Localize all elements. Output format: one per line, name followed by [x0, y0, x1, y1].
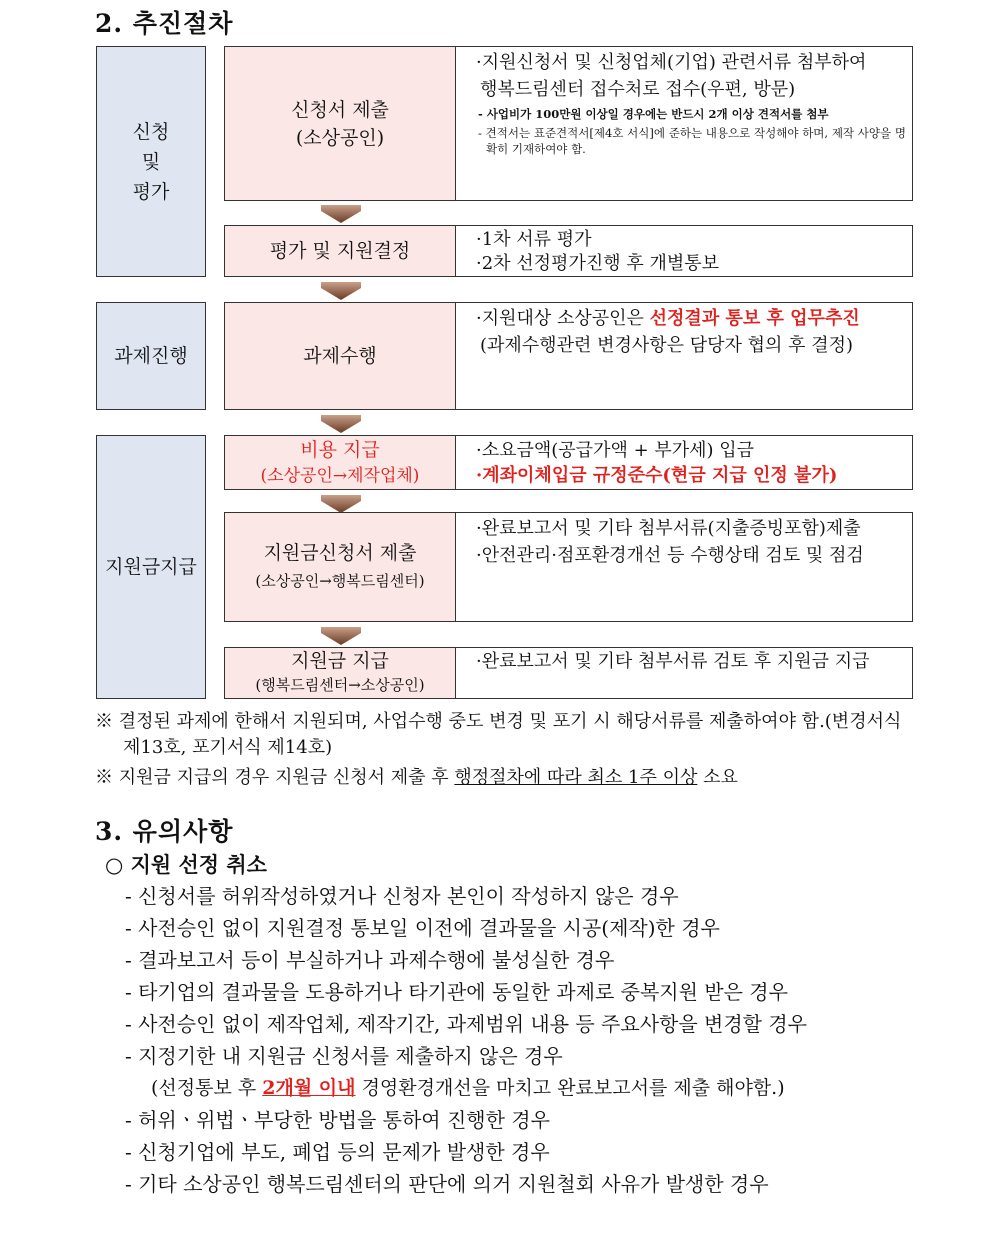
list-item: - 타기업의 결과물을 도용하거나 타기관에 동일한 과제로 중복지원 받은 경우 — [125, 980, 788, 1004]
desc-grant-request — [455, 512, 913, 622]
list-item: - 사전승인 없이 제작업체, 제작기간, 과제범위 내용 등 주요사항을 변경할 경우 — [125, 1012, 807, 1036]
desc-text: ·지원대상 소상공인은 — [476, 308, 650, 329]
desc-highlight: 선정결과 통보 후 업무추진 — [649, 308, 860, 329]
down-arrow-icon — [321, 415, 361, 433]
down-arrow-icon — [321, 627, 361, 645]
step-task-execution — [224, 302, 456, 410]
step-sub: (소상공인→제작업체) — [260, 465, 420, 486]
note-2 — [95, 765, 915, 791]
step-grant-payment — [224, 647, 456, 699]
desc-application — [455, 46, 913, 201]
desc-line: ·2차 선정평가진행 후 개별통보 — [476, 253, 719, 274]
desc-line: 행복드림센터 접수처로 접수(우편, 방문) — [480, 79, 796, 100]
desc-task-execution — [455, 302, 913, 410]
step-sub: (소상공인) — [295, 126, 385, 149]
step-title: 신청서 제출 — [291, 98, 389, 121]
desc-note: - 견적서는 표준견적서[제4호 서식]에 준하는 내용으로 작성해야 하며, 제작 사양을 명확히 기재하여야 함. — [478, 126, 906, 156]
desc-cost-payment — [455, 435, 913, 490]
desc-grant-payment — [455, 647, 913, 699]
list-item: - 신청서를 허위작성하였거나 신청자 본인이 작성하지 않은 경우 — [125, 884, 679, 908]
desc-line: ·완료보고서 및 기타 첨부서류 검토 후 지원금 지급 — [476, 651, 870, 672]
note-1: ※ 결정된 과제에 한해서 지원되며, 사업수행 중도 변경 및 포기 시 해당서류를 제출하여야 함.(변경서식 제13호, 포기서식 제14호) — [95, 711, 902, 758]
section-3-title: 3. 유의사항 — [95, 817, 234, 846]
list-item: - 기타 소상공인 행복드림센터의 판단에 의거 지원철회 사유가 발생한 경우 — [125, 1172, 769, 1196]
section-2-title: 2. 추진절차 — [95, 9, 234, 38]
step-application-submit — [224, 46, 456, 201]
step-title: 지원금 지급 — [291, 650, 389, 672]
desc-line: (과제수행관련 변경사항은 담당자 협의 후 결정) — [480, 335, 854, 356]
list-item-sub — [125, 1072, 905, 1104]
list-item: - 신청기업에 부도, 폐업 등의 문제가 발생한 경우 — [125, 1140, 550, 1164]
down-arrow-icon — [321, 282, 361, 300]
desc-line: ·계좌이체입금 규정준수(현금 지급 인정 불가) — [476, 465, 838, 486]
down-arrow-icon — [321, 495, 361, 513]
step-cost-payment — [224, 435, 456, 490]
desc-line — [466, 305, 906, 332]
down-arrow-icon — [321, 205, 361, 223]
phase-apply: 신청 및 평가 — [96, 46, 206, 277]
desc-line: ·소요금액(공급가액 + 부가세) 입금 — [476, 440, 755, 461]
step-title: 비용 지급 — [300, 438, 380, 461]
list-item: - 지정기한 내 지원금 신청서를 제출하지 않은 경우 — [125, 1044, 563, 1068]
step-sub: (소상공인→행복드림센터) — [255, 572, 425, 590]
note-text: ※ 지원금 지급의 경우 지원금 신청서 제출 후 — [95, 767, 455, 788]
cancellation-list — [125, 880, 905, 1200]
step-evaluation — [224, 225, 456, 277]
desc-line: ·완료보고서 및 기타 첨부서류(지출증빙포함)제출 — [476, 518, 861, 539]
note-underline: 행정절차에 따라 최소 1주 이상 — [454, 767, 698, 788]
cancellation-heading: ○ 지원 선정 취소 — [105, 852, 267, 877]
desc-line: ·지원신청서 및 신청업체(기업) 관련서류 첨부하여 — [476, 52, 867, 73]
step-title: 지원금신청서 제출 — [263, 542, 417, 564]
list-item: - 결과보고서 등이 부실하거나 과제수행에 불성실한 경우 — [125, 948, 615, 972]
list-item: - 허위ㆍ위법ㆍ부당한 방법을 통하여 진행한 경우 — [125, 1108, 550, 1132]
phase-pay: 지원금지급 — [96, 435, 206, 699]
step-sub: (행복드림센터→소상공인) — [255, 676, 425, 694]
desc-note: - 사업비가 100만원 이상일 경우에는 반드시 2개 이상 견적서를 첨부 — [478, 107, 829, 121]
list-item: - 사전승인 없이 지원결정 통보일 이전에 결과물을 시공(제작)한 경우 — [125, 916, 720, 940]
desc-line: ·안전관리·점포환경개선 등 수행상태 검토 및 점검 — [476, 545, 864, 566]
sub-highlight: 2개월 이내 — [262, 1077, 356, 1099]
phase-progress: 과제진행 — [96, 302, 206, 410]
note-text: 소요 — [697, 767, 738, 788]
sub-text: 경영환경개선을 마치고 완료보고서를 제출 해야함.) — [355, 1077, 785, 1099]
step-grant-request — [224, 512, 456, 622]
sub-text: (선정통보 후 — [151, 1077, 263, 1099]
desc-evaluation — [455, 225, 913, 277]
step-title: 과제수행 — [303, 345, 377, 367]
step-title: 평가 및 지원결정 — [269, 240, 411, 262]
desc-line: ·1차 서류 평가 — [476, 229, 592, 250]
